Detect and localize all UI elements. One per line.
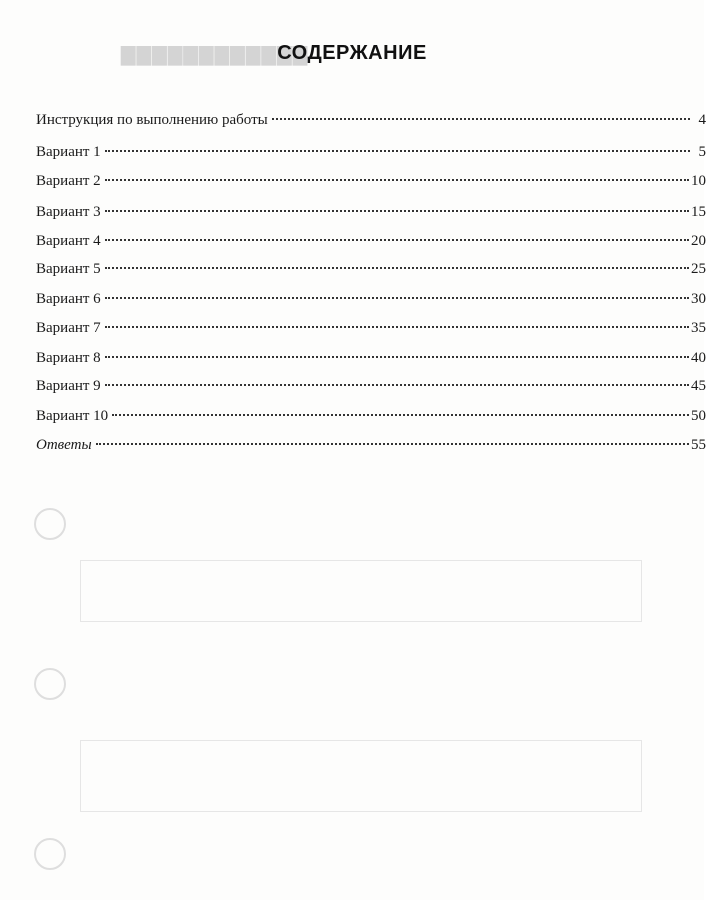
toc-entry-page: 35 (691, 320, 706, 336)
toc-entry-label: Вариант 9 (36, 378, 101, 394)
toc-entry-label: Вариант 4 (36, 233, 101, 249)
toc-entry-label: Вариант 1 (36, 144, 101, 160)
toc-entry-label: Ответы (36, 437, 92, 453)
toc-entry-label: Вариант 5 (36, 261, 101, 277)
toc-entry (36, 350, 706, 370)
show-through-circle (34, 838, 66, 870)
toc-entry-page: 50 (691, 408, 706, 424)
toc-entry-label: Инструкция по выполнению работы (36, 112, 268, 128)
toc-entry-label: Вариант 6 (36, 291, 101, 307)
toc-leader-dots (105, 179, 689, 181)
toc-entry-page: 25 (691, 261, 706, 277)
toc-leader-dots (105, 326, 689, 328)
show-through-heading: ▇▇▇▇▇▇▇▇▇▇▇▇ (120, 45, 308, 66)
toc-entry (36, 233, 706, 253)
toc-entry-label: Вариант 7 (36, 320, 101, 336)
toc-entry (36, 204, 706, 224)
toc-entry-page: 30 (691, 291, 706, 307)
toc-entry-label: Вариант 8 (36, 350, 101, 366)
toc-leader-dots (105, 384, 689, 386)
toc-entry-page: 45 (691, 378, 706, 394)
toc-entry (36, 320, 706, 340)
toc-leader-dots (105, 210, 689, 212)
show-through-box (80, 560, 642, 622)
toc-leader-dots (105, 356, 689, 358)
toc-leader-dots (272, 118, 690, 120)
toc-entry (36, 408, 706, 428)
toc-leader-dots (105, 267, 689, 269)
show-through-box (80, 740, 642, 812)
toc-entry-page: 40 (691, 350, 706, 366)
toc-entry (36, 144, 706, 164)
toc-entry (36, 261, 706, 281)
toc-entry-label: Вариант 10 (36, 408, 109, 424)
show-through-circle (34, 668, 66, 700)
toc-entry-answers (36, 437, 706, 457)
page-title: СОДЕРЖАНИЕ (277, 42, 427, 64)
toc-entry (36, 291, 706, 311)
toc-entry (36, 378, 706, 398)
toc-entry-label: Вариант 3 (36, 204, 101, 220)
toc-leader-dots (105, 150, 690, 152)
toc-entry-page: 4 (698, 112, 706, 128)
toc-leader-dots (105, 239, 689, 241)
toc-entry-page: 15 (691, 204, 706, 220)
show-through-circle (34, 508, 66, 540)
toc-leader-dots (112, 414, 689, 416)
toc-entry (36, 173, 706, 193)
toc-entry-page: 20 (691, 233, 706, 249)
toc-entry-label: Вариант 2 (36, 173, 101, 189)
toc-entry-page: 10 (691, 173, 706, 189)
toc-entry (36, 112, 706, 132)
toc-entry-page: 5 (698, 144, 706, 160)
toc-leader-dots (96, 443, 689, 445)
toc-leader-dots (105, 297, 689, 299)
toc-entry-page: 55 (691, 437, 706, 453)
